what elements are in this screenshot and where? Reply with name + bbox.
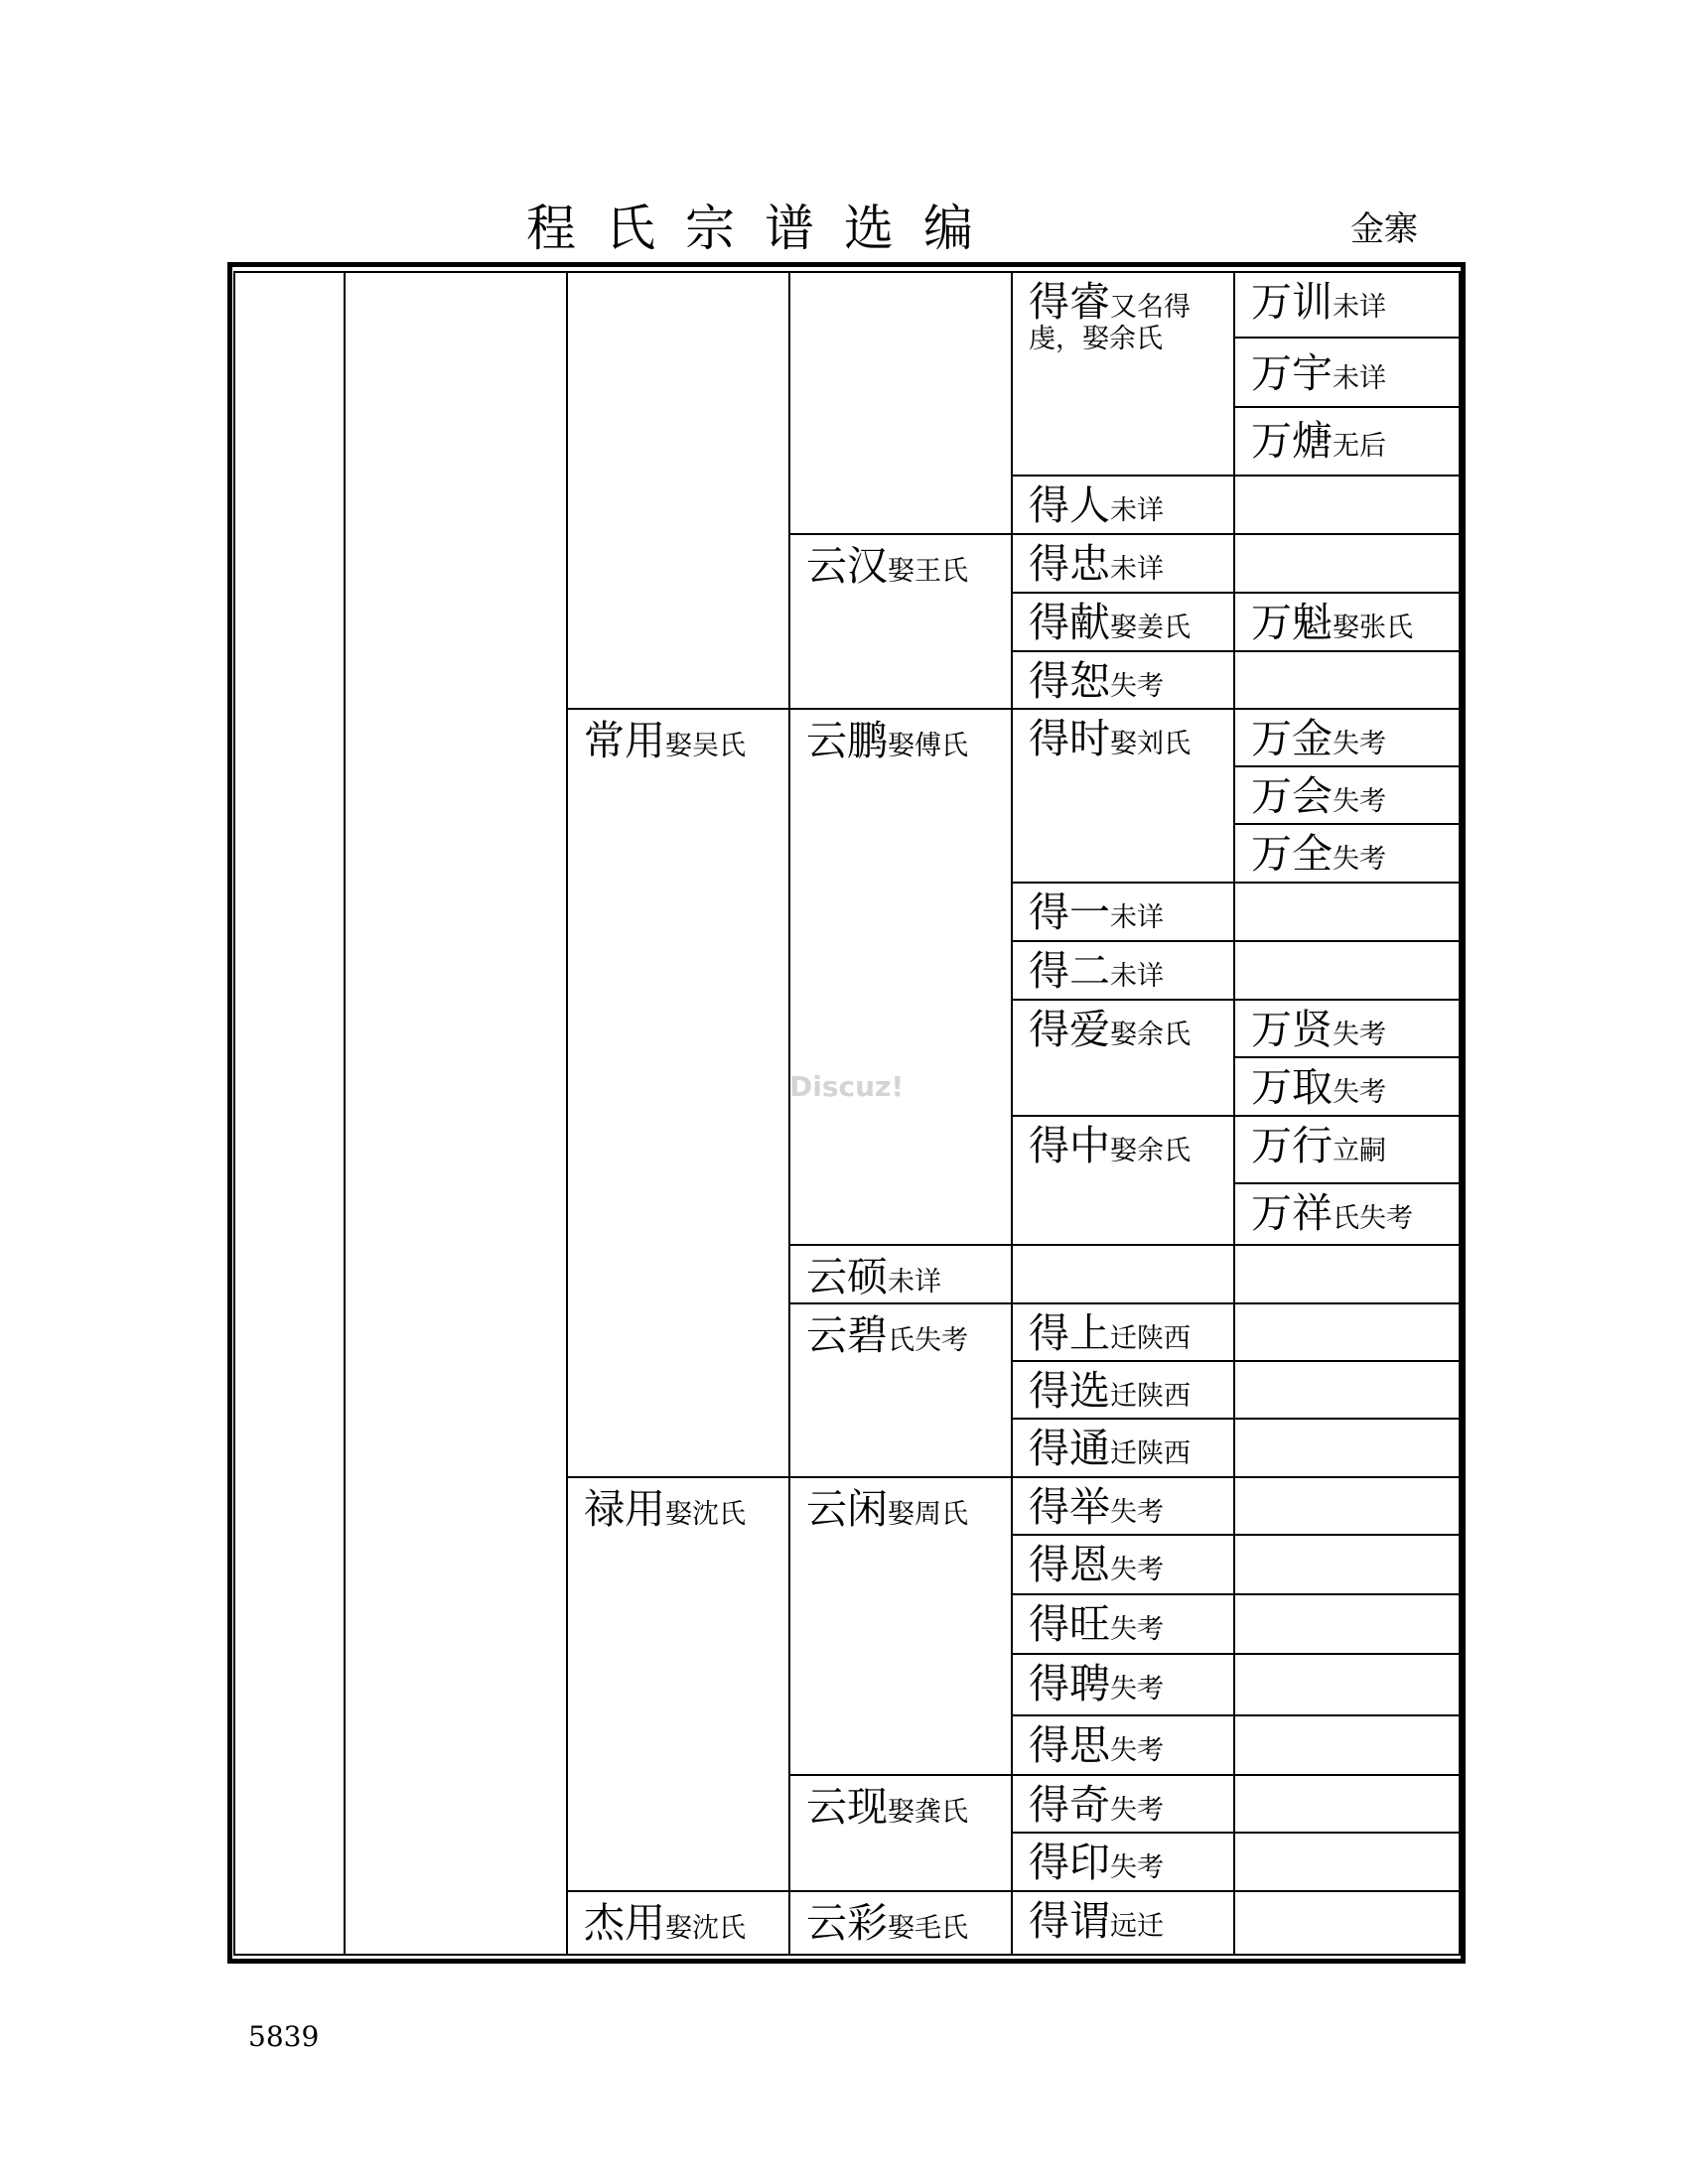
person-name: 得爱 <box>1029 1006 1110 1053</box>
person-note: 立嗣 <box>1333 1136 1386 1166</box>
person-note: 娶张氏 <box>1333 613 1413 643</box>
person-cell-deai <box>1013 1001 1233 1117</box>
person-note: 未详 <box>1110 961 1164 992</box>
person-cell-deqi <box>1013 1776 1233 1834</box>
genealogy-cell-empty <box>790 273 1011 535</box>
person-name: 万贤 <box>1251 1006 1333 1053</box>
page-number: 5839 <box>248 2020 320 2053</box>
person-cell-jieyong <box>568 1892 788 1954</box>
person-name: 万会 <box>1251 772 1333 820</box>
person-note: 迁陕西 <box>1110 1323 1191 1354</box>
person-cell-yunshuo <box>790 1246 1011 1304</box>
person-name: 得通 <box>1029 1425 1110 1472</box>
genealogy-cell-empty <box>1235 652 1459 710</box>
person-name: 云硕 <box>806 1253 888 1300</box>
person-cell-dexuan <box>1013 1362 1233 1420</box>
genealogy-cell-empty <box>1235 1834 1459 1892</box>
person-name: 得二 <box>1029 947 1110 995</box>
person-note: 娶王氏 <box>888 556 968 587</box>
genealogy-cell-empty <box>1235 1478 1459 1536</box>
person-name: 得印 <box>1029 1839 1110 1886</box>
person-cell-wanjin <box>1235 710 1459 767</box>
person-note: 未详 <box>1333 363 1386 394</box>
person-name: 得献 <box>1029 599 1110 646</box>
person-cell-wankui <box>1235 594 1459 652</box>
person-cell-deshi <box>1013 710 1233 884</box>
person-name: 得中 <box>1029 1122 1110 1169</box>
person-name: 得聘 <box>1029 1660 1110 1707</box>
person-cell-dezhong <box>1013 535 1233 594</box>
person-cell-wanxing <box>1235 1117 1459 1184</box>
person-note: 未详 <box>888 1267 941 1297</box>
genealogy-cell-empty <box>1235 535 1459 594</box>
person-cell-yunbi <box>790 1304 1011 1478</box>
person-name: 云碧 <box>806 1311 888 1359</box>
person-name: 得一 <box>1029 888 1110 936</box>
person-cell-yunxian2 <box>790 1776 1011 1892</box>
genealogy-cell-empty <box>1235 1536 1459 1595</box>
person-note: 失考 <box>1333 729 1386 759</box>
genealogy-cell-empty <box>1235 884 1459 942</box>
watermark: Discuz! <box>789 1070 905 1103</box>
person-cell-wanqu <box>1235 1058 1459 1117</box>
person-name: 万祥 <box>1251 1189 1333 1237</box>
person-note: 失考 <box>1110 1555 1164 1585</box>
column-divider <box>344 271 346 1956</box>
person-cell-detong <box>1013 1420 1233 1478</box>
person-name: 常用 <box>584 717 665 764</box>
genealogy-cell-empty <box>1235 1420 1459 1478</box>
person-name: 云汉 <box>806 542 888 590</box>
person-note: 娶沈氏 <box>665 1913 746 1944</box>
person-note: 远迁 <box>1110 1911 1164 1942</box>
page-place-label: 金寨 <box>1350 209 1418 249</box>
person-cell-wantang <box>1235 408 1459 477</box>
person-name: 得恩 <box>1029 1541 1110 1588</box>
person-name: 万训 <box>1251 278 1333 326</box>
person-cell-wanyu <box>1235 339 1459 408</box>
person-name: 万宇 <box>1251 349 1333 397</box>
person-note: 娶毛氏 <box>888 1913 968 1944</box>
person-note: 失考 <box>1333 1077 1386 1108</box>
person-name: 得人 <box>1029 481 1110 529</box>
person-name: 得选 <box>1029 1367 1110 1415</box>
genealogy-cell-empty <box>1235 942 1459 1001</box>
person-cell-deren <box>1013 477 1233 535</box>
person-name: 万煻 <box>1251 417 1333 465</box>
person-cell-wanxian <box>1235 1001 1459 1058</box>
person-name: 万金 <box>1251 715 1333 762</box>
person-note: 失考 <box>1110 671 1164 702</box>
person-name: 得恕 <box>1029 657 1110 705</box>
person-name: 得旺 <box>1029 1600 1110 1648</box>
person-note: 无后 <box>1333 431 1386 462</box>
person-note: 失考 <box>1110 1614 1164 1645</box>
person-note: 娶吴氏 <box>665 731 746 761</box>
person-note: 娶龚氏 <box>888 1797 968 1828</box>
person-note: 失考 <box>1110 1497 1164 1528</box>
person-note: 迁陕西 <box>1110 1381 1191 1412</box>
person-name: 万魁 <box>1251 599 1333 646</box>
person-cell-deen <box>1013 1536 1233 1595</box>
person-name: 得奇 <box>1029 1781 1110 1829</box>
person-cell-deshang <box>1013 1304 1233 1362</box>
page-title: 程氏宗谱选编 <box>526 200 1003 257</box>
person-cell-wanhui <box>1235 767 1459 825</box>
person-cell-dewei <box>1013 1892 1233 1954</box>
person-name: 得睿 <box>1029 278 1110 326</box>
genealogy-cell-empty <box>1235 1595 1459 1655</box>
person-note: 又名得虔，娶余氏 <box>1029 292 1191 354</box>
person-note: 失考 <box>1333 1020 1386 1050</box>
person-note: 娶姜氏 <box>1110 613 1191 643</box>
person-name: 云鹏 <box>806 717 888 764</box>
person-note: 娶余氏 <box>1110 1136 1191 1166</box>
person-note: 失考 <box>1333 844 1386 875</box>
person-name: 万行 <box>1251 1122 1333 1169</box>
person-cell-deer <box>1013 942 1233 1001</box>
person-cell-wanxiang <box>1235 1184 1459 1246</box>
person-cell-deyi <box>1013 884 1233 942</box>
person-note: 娶沈氏 <box>665 1499 746 1530</box>
person-note: 迁陕西 <box>1110 1438 1191 1469</box>
person-note: 娶余氏 <box>1110 1020 1191 1050</box>
person-note: 失考 <box>1110 1735 1164 1766</box>
person-note: 娶傅氏 <box>888 731 968 761</box>
genealogy-cell-empty <box>568 273 788 710</box>
genealogy-cell-empty <box>1235 1246 1459 1304</box>
person-cell-yuncai <box>790 1892 1011 1954</box>
person-name: 得时 <box>1029 715 1110 762</box>
person-note: 失考 <box>1110 1795 1164 1826</box>
person-name: 得思 <box>1029 1721 1110 1769</box>
person-note: 娶周氏 <box>888 1499 968 1530</box>
person-name: 万取 <box>1251 1063 1333 1111</box>
person-note: 娶刘氏 <box>1110 729 1191 759</box>
person-note: 失考 <box>1110 1852 1164 1883</box>
person-name: 得谓 <box>1029 1897 1110 1945</box>
person-cell-wanquan <box>1235 825 1459 884</box>
person-cell-deju <box>1013 1478 1233 1536</box>
genealogy-cell-empty <box>1013 1246 1233 1304</box>
genealogy-cell-empty <box>1235 1362 1459 1420</box>
person-name: 得上 <box>1029 1309 1110 1357</box>
person-cell-yunxian <box>790 1478 1011 1776</box>
person-name: 万全 <box>1251 830 1333 878</box>
person-name: 云彩 <box>806 1899 888 1947</box>
person-note: 未详 <box>1333 292 1386 323</box>
person-note: 未详 <box>1110 902 1164 933</box>
genealogy-cell-empty <box>1235 1716 1459 1776</box>
genealogy-cell-empty <box>1235 1776 1459 1834</box>
person-name: 得举 <box>1029 1483 1110 1531</box>
genealogy-cell-empty <box>1235 477 1459 535</box>
person-note: 氏失考 <box>1333 1203 1413 1234</box>
person-name: 云现 <box>806 1783 888 1831</box>
person-cell-derui <box>1013 273 1233 477</box>
person-cell-deyin <box>1013 1834 1233 1892</box>
person-cell-dexian <box>1013 594 1233 652</box>
genealogy-cell-empty <box>1235 1304 1459 1362</box>
person-name: 得忠 <box>1029 540 1110 588</box>
person-cell-luyong <box>568 1478 788 1892</box>
person-note: 氏失考 <box>888 1325 968 1356</box>
person-cell-yunhan <box>790 535 1011 710</box>
person-note: 失考 <box>1333 786 1386 817</box>
person-note: 失考 <box>1110 1674 1164 1705</box>
genealogy-cell-empty <box>1235 1655 1459 1716</box>
person-cell-desi <box>1013 1716 1233 1776</box>
person-note: 未详 <box>1110 495 1164 526</box>
person-cell-dezhong2 <box>1013 1117 1233 1246</box>
person-cell-deshu <box>1013 652 1233 710</box>
person-cell-dewang <box>1013 1595 1233 1655</box>
person-note: 未详 <box>1110 554 1164 585</box>
person-name: 禄用 <box>584 1485 665 1533</box>
person-name: 杰用 <box>584 1899 665 1947</box>
person-cell-changyong <box>568 710 788 1478</box>
person-cell-wanxun <box>1235 273 1459 339</box>
person-name: 云闲 <box>806 1485 888 1533</box>
person-cell-yunpeng <box>790 710 1011 1246</box>
person-cell-depin <box>1013 1655 1233 1716</box>
